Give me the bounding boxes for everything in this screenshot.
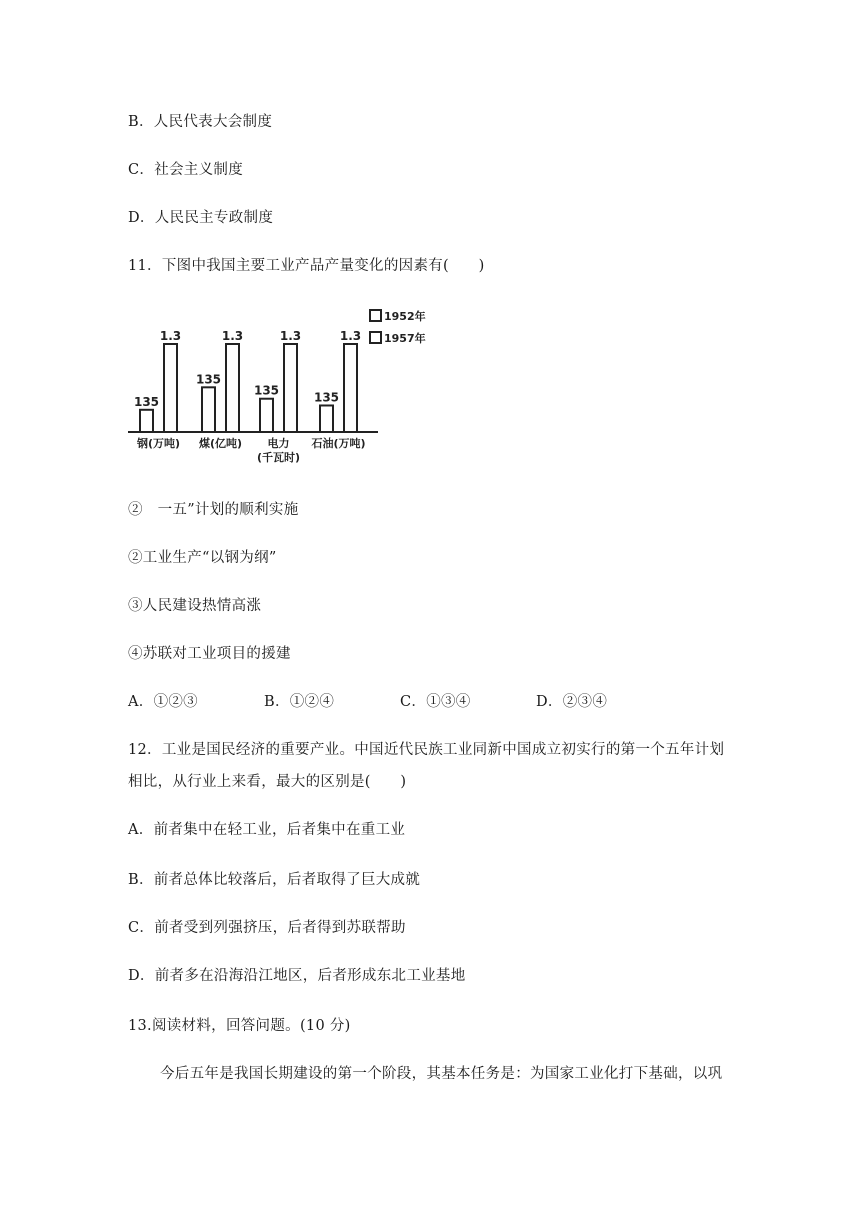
q11-option-c[interactable]: C．①③④ — [400, 694, 471, 710]
category-label: 煤(亿吨) — [198, 437, 243, 450]
category-label: 钢(万吨) — [136, 437, 181, 450]
category-label: 石油(万吨) — [311, 437, 366, 450]
q12-option-a[interactable]: A．前者集中在轻工业，后者集中在重工业 — [128, 822, 406, 838]
data-label: 1.3 — [221, 329, 244, 343]
bar-1952年-0 — [140, 410, 153, 432]
bar-1957年-2 — [284, 344, 297, 432]
q11-item-2: ②工业生产“以钢为纲” — [128, 550, 277, 566]
production-bar-chart — [124, 304, 444, 474]
data-label: 135 — [195, 372, 222, 387]
data-label: 135 — [253, 383, 280, 398]
data-label: 1.3 — [339, 329, 362, 343]
q11-option-d[interactable]: D．②③④ — [536, 694, 608, 710]
data-label: 135 — [313, 390, 340, 405]
bar-1957年-3 — [344, 344, 357, 432]
option-b-prev: B．人民代表大会制度 — [128, 114, 273, 130]
category-label: 电力 — [267, 437, 290, 450]
q11-option-a[interactable]: A．①②③ — [128, 694, 198, 710]
bar-1952年-2 — [260, 399, 273, 432]
legend-label: 1952年 — [384, 310, 426, 323]
question-11-stem: 11．下图中我国主要工业产品产量变化的因素有( ) — [128, 258, 485, 274]
option-c-prev: C．社会主义制度 — [128, 162, 243, 178]
q12-option-c[interactable]: C．前者受到列强挤压，后者得到苏联帮助 — [128, 920, 406, 936]
bar-1957年-0 — [164, 344, 177, 432]
question-13-stem: 13.阅读材料，回答问题。(10 分) — [128, 1018, 351, 1034]
question-12-stem-line2: 相比，从行业上来看，最大的区别是( ) — [128, 774, 407, 790]
q12-option-d[interactable]: D．前者多在沿海沿江地区，后者形成东北工业基地 — [128, 968, 466, 984]
data-label: 1.3 — [159, 329, 182, 343]
q11-item-4: ④苏联对工业项目的援建 — [128, 646, 291, 662]
legend-label: 1957年 — [384, 332, 426, 345]
data-label: 135 — [133, 394, 160, 409]
bar-1957年-1 — [226, 344, 239, 432]
question-12-stem-line1: 12．工业是国民经济的重要产业。中国近代民族工业同新中国成立初实行的第一个五年计划 — [128, 742, 725, 758]
category-label: (千瓦时) — [256, 451, 301, 464]
option-d-prev: D．人民民主专政制度 — [128, 210, 274, 226]
legend-swatch — [370, 332, 381, 343]
bar-1952年-1 — [202, 387, 215, 432]
q11-item-1: ② 一五”计划的顺利实施 — [128, 502, 299, 518]
data-label: 1.3 — [279, 329, 302, 343]
q11-option-b[interactable]: B．①②④ — [264, 694, 335, 710]
q12-option-b[interactable]: B．前者总体比较落后，后者取得了巨大成就 — [128, 872, 421, 888]
bar-1952年-3 — [320, 405, 333, 432]
legend-swatch — [370, 310, 381, 321]
q13-material-text: 今后五年是我国长期建设的第一个阶段，其基本任务是：为国家工业化打下基础，以巩 — [160, 1066, 723, 1082]
q11-item-3: ③人民建设热情高涨 — [128, 598, 262, 614]
